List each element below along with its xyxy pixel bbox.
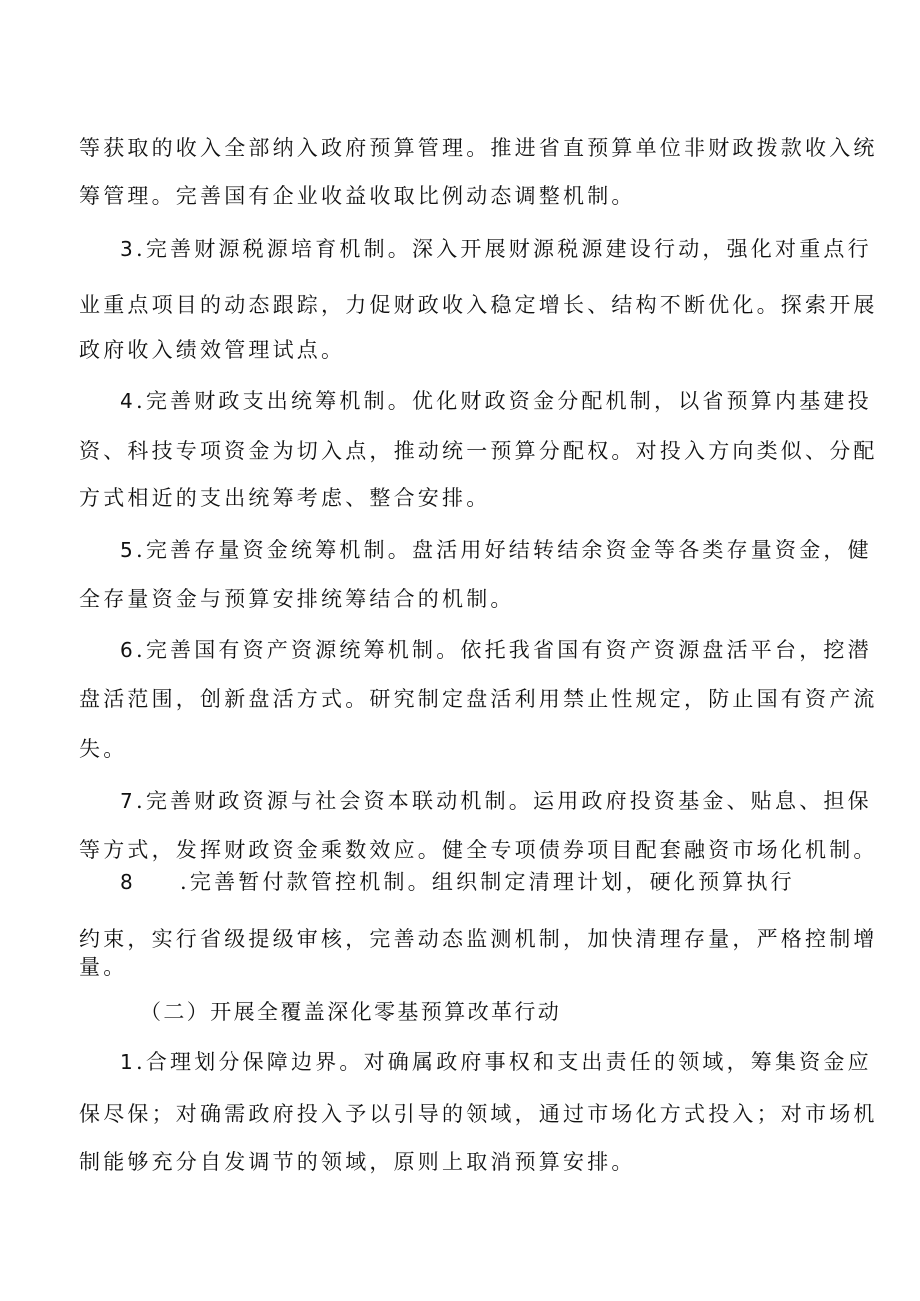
paragraph-8-line: [120, 867, 795, 897]
line-text: 保尽保；对确需政府投入予以引导的领域，通过市场化方式投入；对市场机: [79, 1102, 878, 1126]
paragraph-line: [79, 835, 878, 865]
item-number: 1: [120, 1050, 136, 1074]
line-text: .完善暂付款管控机制。组织制定清理计划，硬化预算执行: [180, 870, 795, 894]
line-text: 全存量资金与预算安排统筹结合的机制。: [79, 587, 515, 611]
line-text: 方式相近的支出统筹考虑、整合安排。: [79, 486, 491, 510]
paragraph-line: [79, 181, 636, 211]
paragraph-line: [79, 952, 127, 982]
paragraph-7-line: [120, 786, 872, 816]
paragraph-line: [79, 290, 878, 320]
item-number: 5: [120, 538, 136, 562]
line-text: .完善财政支出统筹机制。优化财政资金分配机制，以省预算内基建投: [135, 389, 872, 413]
paragraph-line: [79, 584, 515, 614]
paragraph-line: [79, 1099, 878, 1129]
line-text: 失。: [79, 737, 128, 761]
line-text: .完善财政资源与社会资本联动机制。运用政府投资基金、贴息、担保: [135, 789, 872, 813]
line-text: .完善财源税源培育机制。深入开展财源税源建设行动，强化对重点行: [135, 237, 872, 261]
paragraph-line: [79, 335, 345, 365]
paragraph-5-line: [120, 535, 872, 565]
line-text: .合理划分保障边界。对确属政府事权和支出责任的领域，筹集资金应: [135, 1050, 872, 1074]
paragraph-4-line: [120, 386, 872, 416]
paragraph-3-line: [120, 234, 872, 264]
item-number: 7: [120, 789, 136, 813]
paragraph-line: [79, 924, 878, 954]
paragraph-line: [79, 684, 878, 714]
line-text: .完善国有资产资源统筹机制。依托我省国有资产资源盘活平台，挖潜: [135, 638, 872, 662]
paragraph-line: [79, 734, 127, 764]
line-text: 盘活范围，创新盘活方式。研究制定盘活利用禁止性规定，防止国有资产流: [79, 687, 878, 711]
paragraph-line: [79, 483, 490, 513]
paragraph-6-line: [120, 635, 872, 665]
line-text: 量。: [79, 955, 128, 979]
paragraph-1-line: [120, 1047, 872, 1077]
paragraph-line: [79, 133, 878, 163]
paragraph-line: [79, 1147, 636, 1177]
line-text: .完善存量资金统筹机制。盘活用好结转结余资金等各类存量资金，健: [135, 538, 872, 562]
line-text: 资、科技专项资金为切入点，推动统一预算分配权。对投入方向类似、分配: [79, 439, 878, 463]
paragraph-line: [79, 436, 878, 466]
line-text: 政府收入绩效管理试点。: [79, 338, 346, 362]
item-number: 3: [120, 237, 136, 261]
section-heading: （二）开展全覆盖深化零基预算改革行动: [140, 1000, 562, 1024]
line-text: 等获取的收入全部纳入政府预算管理。推进省直预算单位非财政拨款收入统: [79, 136, 878, 160]
line-text: 筹管理。完善国有企业收益收取比例动态调整机制。: [79, 184, 636, 208]
item-number: 6: [120, 638, 136, 662]
item-number: 4: [120, 389, 136, 413]
line-text: 约束，实行省级提级审核，完善动态监测机制，加快清理存量，严格控制增: [79, 927, 878, 951]
line-text: 等方式，发挥财政资金乘数效应。健全专项债券项目配套融资市场化机制。: [79, 838, 878, 862]
line-text: 业重点项目的动态跟踪，力促财政收入稳定增长、结构不断优化。探索开展: [79, 293, 878, 317]
item-number: 8: [120, 870, 136, 894]
line-text: 制能够充分自发调节的领域，原则上取消预算安排。: [79, 1150, 636, 1174]
